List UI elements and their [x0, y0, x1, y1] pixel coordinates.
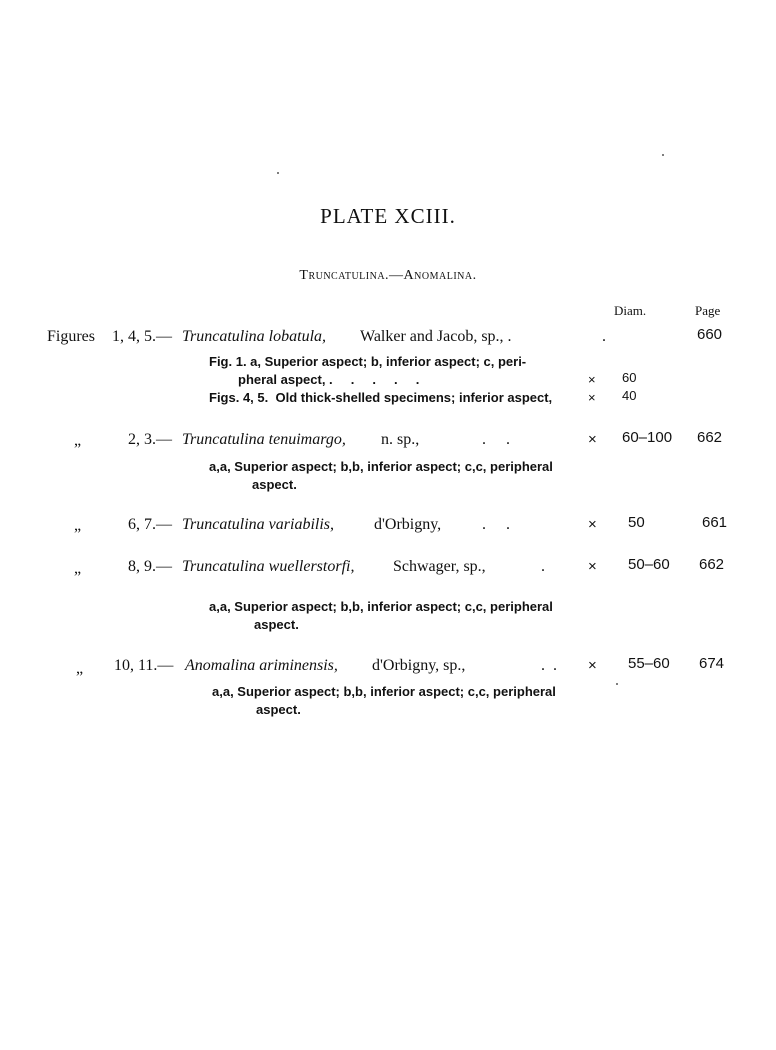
entry-5-times: × [588, 657, 597, 674]
entry-3-species: Truncatulina variabilis, [182, 516, 335, 533]
entry-2-figures: 2, 3.— [128, 431, 172, 448]
entry-2-author: n. sp., [381, 431, 420, 448]
scan-speck [662, 154, 664, 156]
diam-column-header: Diam. [614, 303, 647, 318]
entry-1-note-1-line-1: Fig. 1. a, Superior aspect; b, inferior aspect; c, peri- [209, 354, 527, 369]
entry-4-page: 662 [699, 556, 725, 573]
entry-4-figures: 8, 9.— [128, 558, 172, 575]
entry-3-page: 661 [702, 514, 728, 531]
entry-2-note-line-1: a,a, Superior aspect; b,b, inferior aspect; c,c, peripheral [209, 459, 553, 474]
entry-5-author: d'Orbigny, sp., [372, 657, 466, 674]
entry-2-note-line-2: aspect. [252, 477, 297, 492]
entry-2-prefix: „ [74, 432, 82, 449]
entry-4-times: × [588, 558, 597, 575]
entry-5-note-line-2: aspect. [256, 702, 301, 717]
entry-4-author: Schwager, sp., [393, 558, 486, 575]
entry-1-figures: 1, 4, 5.— [112, 328, 172, 345]
entry-3-figures: 6, 7.— [128, 516, 172, 533]
entry-4-prefix: „ [74, 560, 82, 577]
entry-3-times: × [588, 516, 597, 533]
scan-speck [616, 683, 618, 685]
entry-1-page: 660 [697, 326, 723, 343]
entry-2-species: Truncatulina tenuimargo, [182, 431, 346, 448]
entry-5-species: Anomalina ariminensis, [185, 657, 338, 674]
entry-1-note-2-times: × [588, 390, 596, 405]
entry-4-dots: . [541, 558, 545, 575]
entry-4-diam: 50–60 [628, 556, 670, 573]
entry-1-note-1-diam: 60 [622, 370, 637, 385]
entry-4-note-line-2: aspect. [254, 617, 299, 632]
entry-5-page: 674 [699, 655, 725, 672]
plate-title: PLATE XCIII. [320, 204, 456, 228]
entry-1-prefix: Figures [47, 328, 95, 345]
entry-2-dots: . . [482, 431, 510, 448]
entry-5-dots: . . [541, 657, 557, 674]
entry-3-diam: 50 [628, 514, 645, 531]
entry-3-dots: . . [482, 516, 510, 533]
entry-5-prefix: „ [76, 660, 84, 677]
entry-1-note-1-times: × [588, 372, 596, 387]
entry-3-prefix: „ [74, 517, 82, 534]
entry-1-note-2-diam: 40 [622, 388, 637, 403]
entry-4-species: Truncatulina wuellerstorfi, [182, 558, 355, 575]
plate-subtitle: Truncatulina.—Anomalina. [299, 268, 477, 283]
entry-1-species: Truncatulina lobatula, [182, 328, 327, 345]
entry-5-figures: 10, 11.— [114, 657, 174, 674]
entry-4-note-line-1: a,a, Superior aspect; b,b, inferior aspect; c,c, peripheral [209, 599, 553, 614]
entry-2-page: 662 [697, 429, 723, 446]
entry-2-diam: 60–100 [622, 429, 673, 446]
scan-speck [277, 172, 279, 174]
entry-1-author: Walker and Jacob, sp., . [360, 328, 512, 345]
entry-5-diam: 55–60 [628, 655, 670, 672]
entry-2-times: × [588, 431, 597, 448]
entry-1-note-1-line-2: pheral aspect, . . . . . [238, 372, 420, 387]
entry-3-author: d'Orbigny, [374, 516, 442, 533]
page-column-header: Page [695, 303, 721, 318]
entry-1-note-2-line-1: Figs. 4, 5. Old thick-shelled specimens; inferior aspect, [209, 390, 553, 405]
entry-1-dots: . [602, 328, 606, 345]
entry-5-note-line-1: a,a, Superior aspect; b,b, inferior aspect; c,c, peripheral [212, 684, 556, 699]
